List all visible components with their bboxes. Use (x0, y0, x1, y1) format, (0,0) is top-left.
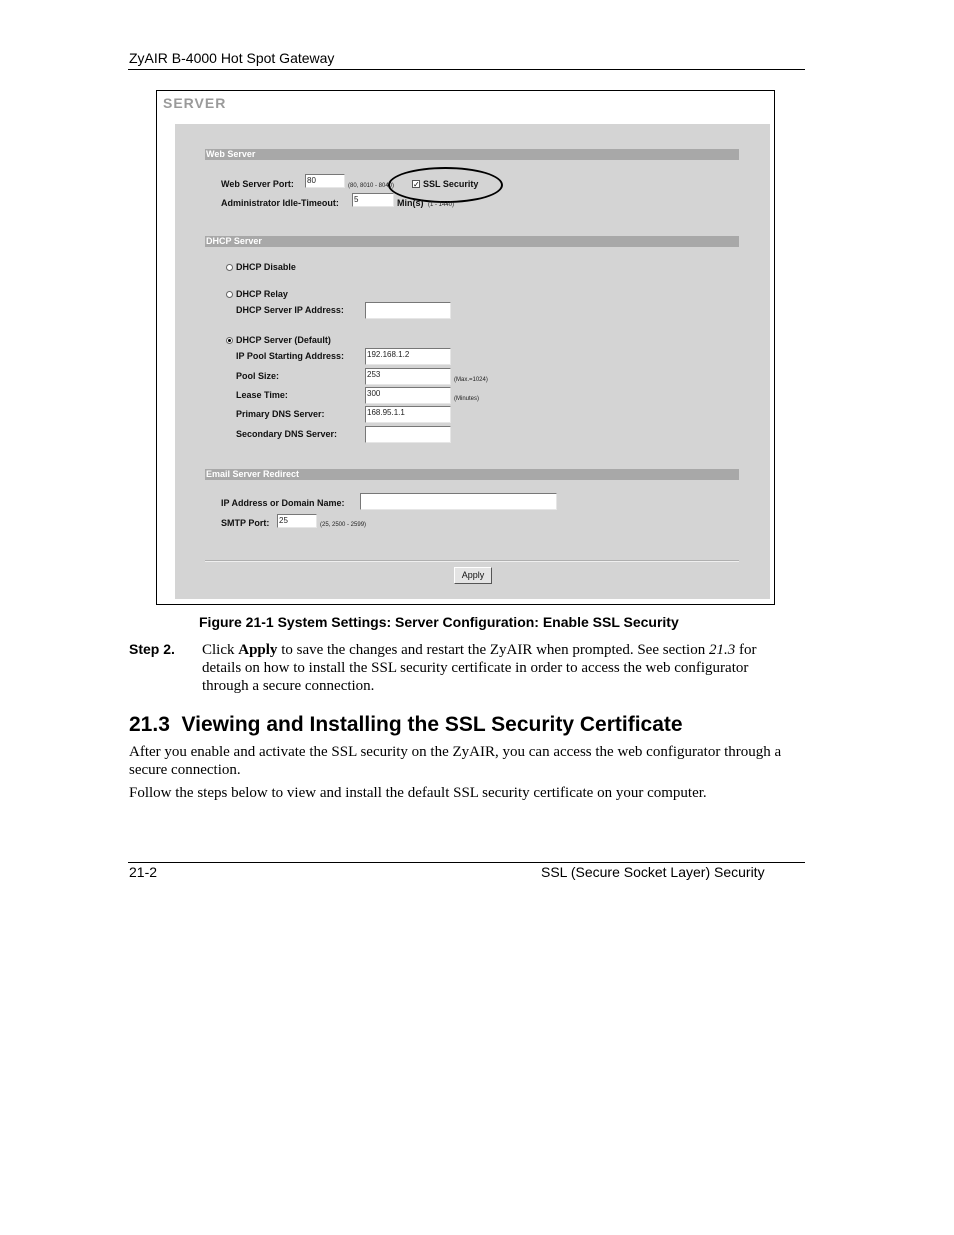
dhcp-relay-label: DHCP Relay (236, 289, 288, 299)
pool-start-input[interactable]: 192.168.1.2 (365, 348, 451, 365)
apply-button[interactable]: Apply (454, 567, 492, 584)
email-ip-label: IP Address or Domain Name: (221, 498, 345, 508)
dhcp-disable-label: DHCP Disable (236, 262, 296, 272)
smtp-port-hint: (25, 2500 - 2599) (320, 522, 367, 528)
pool-size-input[interactable]: 253 (365, 368, 451, 385)
primary-dns-input[interactable]: 168.95.1.1 (365, 406, 451, 423)
step-label: Step 2. (129, 641, 175, 657)
form-separator (205, 560, 739, 562)
step-text-mid: to save the changes and restart the ZyAIR when prompted. See section (277, 642, 709, 658)
page-number: 21-2 (129, 864, 158, 880)
header-rule (128, 69, 805, 70)
dhcp-server-label: DHCP Server (Default) (236, 335, 331, 345)
idle-timeout-input[interactable]: 5 (352, 193, 394, 207)
step-text (202, 641, 792, 695)
relay-ip-input[interactable] (365, 302, 451, 319)
ssl-security-label: SSL Security (423, 179, 479, 189)
web-server-section-bar: Web Server (205, 149, 739, 160)
section-reference: 21.3 (708, 642, 736, 658)
dhcp-disable-radio[interactable] (226, 264, 233, 271)
dhcp-relay-radio[interactable] (226, 291, 233, 298)
body-paragraph-2: Follow the steps below to view and install the default SSL security certificate on your computer. (129, 785, 707, 801)
lease-time-input[interactable]: 300 (365, 387, 451, 404)
web-server-port-label: Web Server Port: (221, 179, 294, 189)
step-text-apply: Apply (238, 642, 278, 658)
dhcp-server-section-bar: DHCP Server (205, 236, 739, 247)
web-server-port-hint: (80, 8010 - 8040) (348, 183, 395, 189)
web-server-port-input[interactable]: 80 (305, 174, 345, 188)
idle-timeout-unit: Min(s) (397, 198, 424, 208)
running-header: ZyAIR B-4000 Hot Spot Gateway (129, 50, 335, 66)
lease-time-hint: (Minutes) (454, 396, 480, 402)
lease-time-label: Lease Time: (236, 390, 288, 400)
smtp-port-input[interactable]: 25 (277, 514, 317, 528)
dhcp-server-radio[interactable] (226, 337, 233, 344)
body-paragraph-1: After you enable and activate the SSL security on the ZyAIR, you can access the web configurator through a secure connection. (129, 744, 782, 778)
footer-rule (128, 862, 805, 863)
screen-title: SERVER (163, 95, 227, 111)
idle-timeout-hint: (1 - 1440) (428, 202, 455, 208)
relay-ip-label: DHCP Server IP Address: (236, 305, 344, 315)
email-redirect-section-bar: Email Server Redirect (205, 469, 739, 480)
pool-size-hint: (Max.=1024) (454, 377, 488, 383)
pool-start-label: IP Pool Starting Address: (236, 351, 345, 361)
figure-caption: Figure 21-1 System Settings: Server Configuration: Enable SSL Security (199, 614, 679, 630)
primary-dns-label: Primary DNS Server: (236, 409, 325, 419)
secondary-dns-label: Secondary DNS Server: (236, 429, 338, 439)
smtp-port-label: SMTP Port: (221, 518, 270, 528)
step-text-pre: Click (202, 642, 239, 658)
email-ip-input[interactable] (360, 493, 557, 510)
ssl-security-checkbox[interactable]: ✓ (413, 180, 420, 189)
chapter-title: SSL (Secure Socket Layer) Security (541, 864, 765, 880)
section-heading: 21.3 Viewing and Installing the SSL Security Certificate (129, 713, 683, 736)
step-text-post: for details on how to install the SSL security certificate in order to access the web configurator through a secure connection. (202, 642, 757, 694)
pool-size-label: Pool Size: (236, 371, 280, 381)
secondary-dns-input[interactable] (365, 426, 451, 443)
idle-timeout-label: Administrator Idle-Timeout: (221, 198, 339, 208)
